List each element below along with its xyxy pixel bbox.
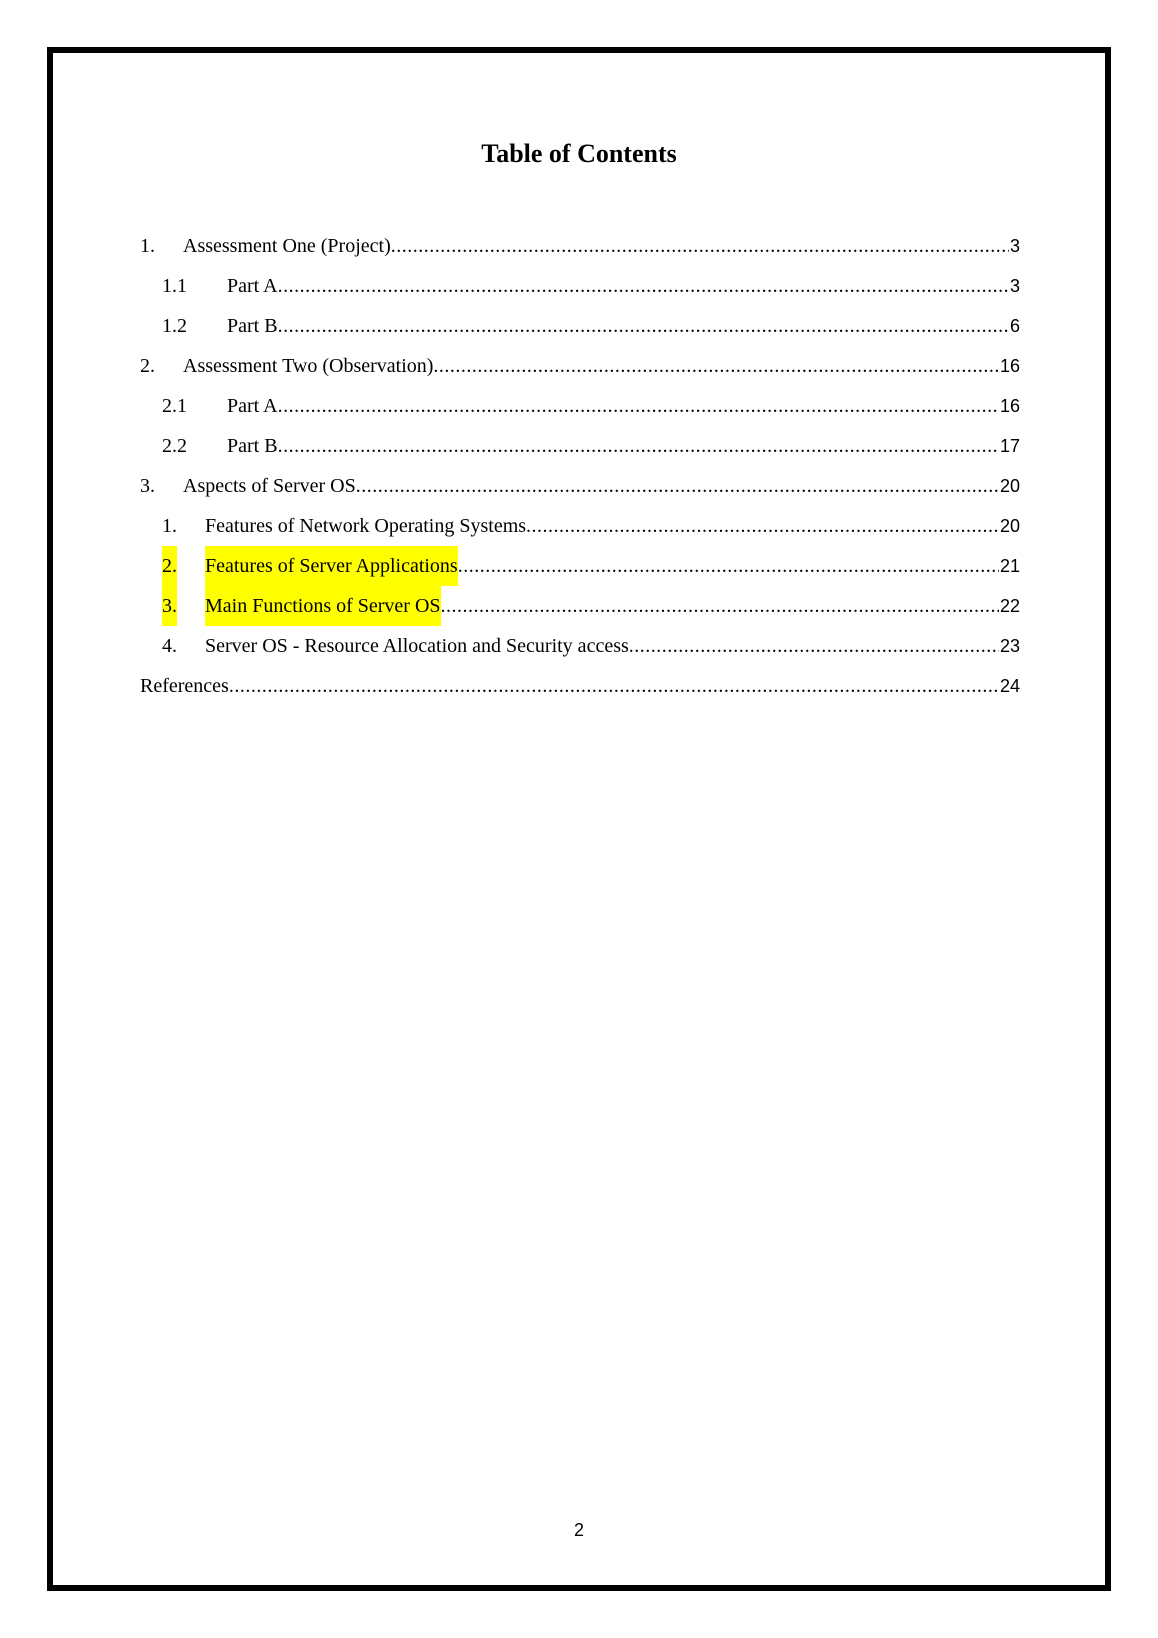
toc-entry-number-text: 2.	[162, 546, 177, 586]
toc-dot-leader	[356, 466, 999, 506]
toc-entry[interactable]	[140, 266, 1020, 306]
toc-entry-title[interactable]: Part A	[227, 395, 278, 417]
toc-entry-page: 23	[999, 636, 1020, 656]
toc-entry-number-text: 1.	[162, 515, 177, 537]
toc-entry-title[interactable]: Assessment Two (Observation)	[183, 355, 434, 377]
toc-entry-title[interactable]: Part A	[227, 275, 278, 297]
toc-entry-title[interactable]: Part B	[227, 435, 278, 457]
toc-entry-page: 22	[999, 596, 1020, 616]
toc-entry-number: 1.1	[162, 275, 187, 297]
toc-entry-number-text: 3.	[162, 586, 177, 626]
toc-dot-leader	[629, 626, 999, 666]
page-title: Table of Contents	[481, 139, 677, 168]
toc-entry-title[interactable]: Features of Server Applications	[205, 546, 458, 586]
toc-entry[interactable]	[140, 386, 1020, 426]
toc-entry-highlighted[interactable]	[140, 586, 1020, 626]
toc-entry[interactable]	[140, 466, 1020, 506]
toc-entry-number	[162, 626, 205, 666]
toc-entry[interactable]	[140, 346, 1020, 386]
toc-entry-page: 3	[1009, 236, 1020, 256]
toc-entry-title[interactable]: Aspects of Server OS	[183, 475, 356, 497]
toc-entry-number: 2.1	[162, 395, 187, 417]
toc-list	[140, 226, 1020, 706]
toc-entry[interactable]	[140, 306, 1020, 346]
toc-entry-number: 2.2	[162, 435, 187, 457]
toc-entry-title[interactable]: Assessment One (Project)	[183, 235, 391, 257]
toc-dot-leader	[278, 266, 1009, 306]
toc-entry-page: 16	[999, 396, 1020, 416]
toc-entry-page: 20	[999, 476, 1020, 496]
toc-entry-page: 20	[999, 516, 1020, 536]
toc-entry-title[interactable]: Server OS - Resource Allocation and Security access	[205, 635, 629, 657]
toc-dot-leader	[433, 346, 999, 386]
toc-entry-number	[162, 546, 205, 586]
toc-entry-page: 24	[999, 676, 1020, 696]
toc-entry-number	[162, 506, 205, 546]
page-number: 2	[573, 1520, 584, 1540]
toc-entry[interactable]	[140, 506, 1020, 546]
toc-entry-title[interactable]: References	[140, 675, 229, 697]
toc-entry-references[interactable]	[140, 666, 1020, 706]
toc-entry-title[interactable]: Part B	[227, 315, 278, 337]
toc-entry-highlighted[interactable]	[140, 546, 1020, 586]
toc-entry-title[interactable]: Main Functions of Server OS	[205, 586, 441, 626]
toc-entry-page: 21	[999, 556, 1020, 576]
toc-entry-title[interactable]: Features of Network Operating Systems	[205, 515, 527, 537]
toc-entry[interactable]	[140, 626, 1020, 666]
toc-entry-number: 1.	[140, 235, 155, 257]
toc-entry-number: 2.	[140, 355, 155, 377]
toc-dot-leader	[441, 586, 999, 626]
toc-dot-leader	[278, 386, 999, 426]
toc-entry-number-text: 4.	[162, 635, 177, 657]
toc-entry-page: 17	[999, 436, 1020, 456]
toc-dot-leader	[391, 226, 1009, 266]
toc-entry[interactable]	[140, 226, 1020, 266]
toc-entry-number: 1.2	[162, 315, 187, 337]
toc-entry-number: 3.	[140, 475, 155, 497]
toc-entry-page: 3	[1009, 276, 1020, 296]
toc-dot-leader	[526, 506, 999, 546]
toc-dot-leader	[278, 426, 999, 466]
toc-entry[interactable]	[140, 426, 1020, 466]
toc-dot-leader	[229, 666, 999, 706]
toc-dot-leader	[458, 546, 999, 586]
toc-dot-leader	[278, 306, 1009, 346]
toc-entry-number	[162, 586, 205, 626]
toc-entry-page: 16	[999, 356, 1020, 376]
toc-entry-page: 6	[1009, 316, 1020, 336]
